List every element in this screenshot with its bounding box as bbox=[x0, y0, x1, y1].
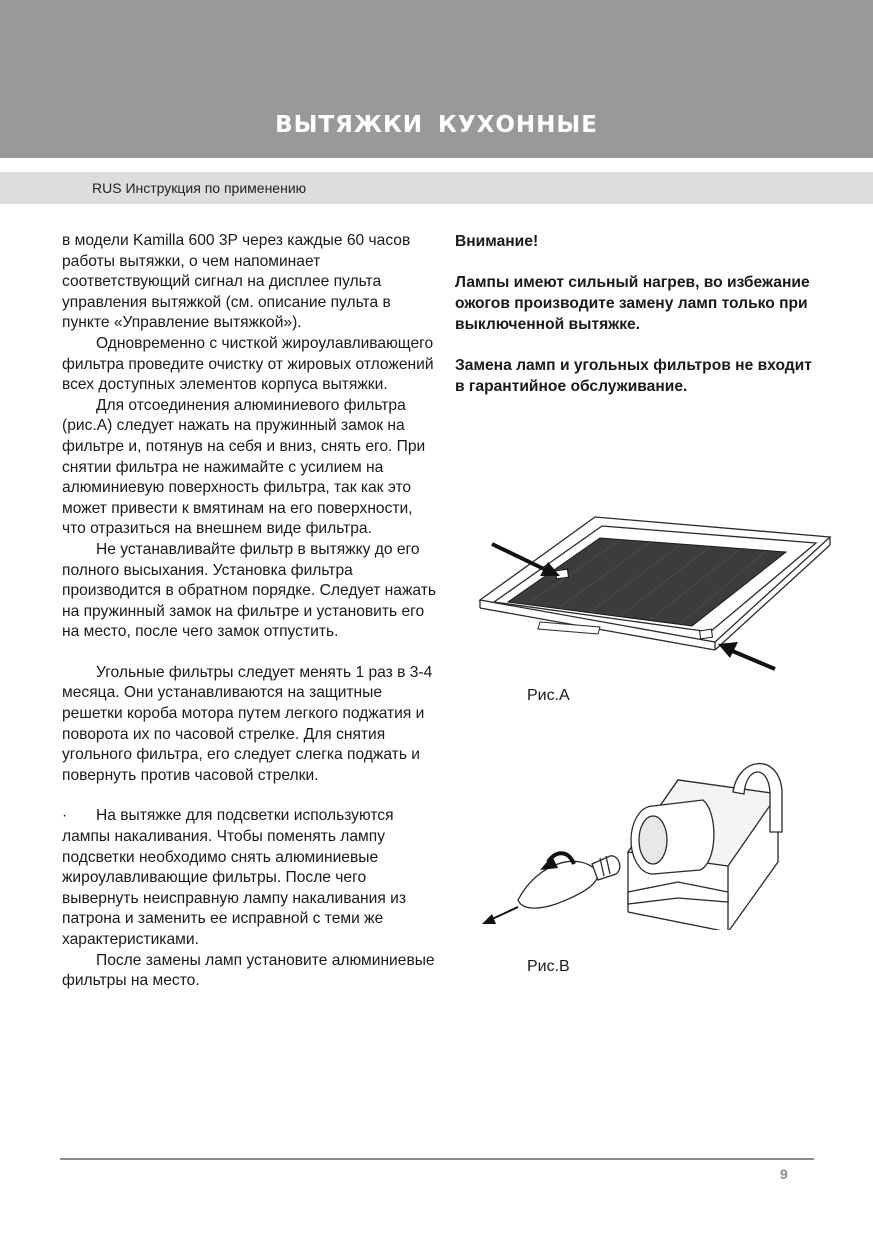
page-title: ВЫТЯЖКИ КУХОННЫЕ bbox=[275, 112, 598, 138]
arrow-latch-right bbox=[718, 642, 775, 669]
lamp-heat-warning: Лампы имеют сильный нагрев, во избежание ожогов производите замену ламп только при выключенной вытяжке. bbox=[455, 274, 810, 333]
attention-heading: Внимание! bbox=[455, 233, 539, 250]
paragraph-after-lamp: После замены ламп установите алюминиевые фильтры на место. bbox=[62, 951, 435, 990]
left-column bbox=[62, 231, 440, 992]
warranty-note: Замена ламп и угольных фильтров не входит в гарантийное обслуживание. bbox=[455, 357, 812, 395]
paragraph-filter-install: Не устанавливайте фильтр в вытяжку до его полного высыхания. Установка фильтра производится в обратном порядке. Следует нажать на пружинный замок на фильтре и установить его на место, после чего замок отпустить. bbox=[62, 540, 436, 641]
subheader-label: RUS Инструкция по применению bbox=[92, 180, 307, 196]
paragraph-body-cleaning: Одновременно с чисткой жироулавливающего фильтра проведите очистку от жировых отложений всех доступных элементов корпуса вытяжки. bbox=[62, 334, 434, 394]
footer-rule bbox=[60, 1158, 814, 1160]
pull-out-arrow bbox=[482, 907, 518, 924]
filter-latch-right bbox=[700, 629, 713, 639]
right-column bbox=[455, 231, 825, 397]
bullet-mark: · bbox=[62, 807, 68, 825]
paragraph-lamp-replacement bbox=[62, 806, 440, 950]
header-band bbox=[0, 0, 873, 158]
paragraph-filter-signal: в модели Kamilla 600 3P через каждые 60 часов работы вытяжки, о чем напоминает соответствующий сигнал на дисплее пульта управления вытяжкой (см. описание пульта в пункте «Управление вытяжкой»). bbox=[62, 232, 411, 332]
paragraph-carbon-filters: Угольные фильтры следует менять 1 раз в 3-4 месяца. Они устанавливаются на защитные решетки короба мотора путем легкого поджатия и поворота их по часовой стрелке. Для снятия угольного фильтра, его следует слегка поджать и повернуть против часовой стрелки. bbox=[62, 663, 433, 784]
page-number: 9 bbox=[780, 1166, 788, 1182]
figure-a-caption: Рис.А bbox=[527, 687, 570, 704]
figure-b-caption: Рис.В bbox=[527, 958, 570, 975]
figure-a-hood-filter bbox=[470, 512, 840, 690]
paragraph-filter-removal: Для отсоединения алюминиевого фильтра (рис.А) следует нажать на пружинный замок на фильтре и, потянув на себя и вниз, снять его. При снятии фильтра не нажимайте с усилием на алюминиевую поверхность фильтра, так как это может привести к вмятинам на его поверхности, что отразиться на внешнем виде фильтра. bbox=[62, 396, 426, 538]
figure-b-lamp-replacement bbox=[478, 752, 798, 930]
light-bulb bbox=[518, 856, 620, 908]
subheader-band bbox=[0, 172, 873, 204]
lamp-replacement-text: На вытяжке для подсветки используются лампы накаливания. Чтобы поменять лампу подсветки необходимо снять алюминиевые жироулавливающие фильтры. После чего вывернуть неисправную лампу накаливания из патрона и заменить ее исправной с теми же характеристиками. bbox=[62, 807, 406, 948]
